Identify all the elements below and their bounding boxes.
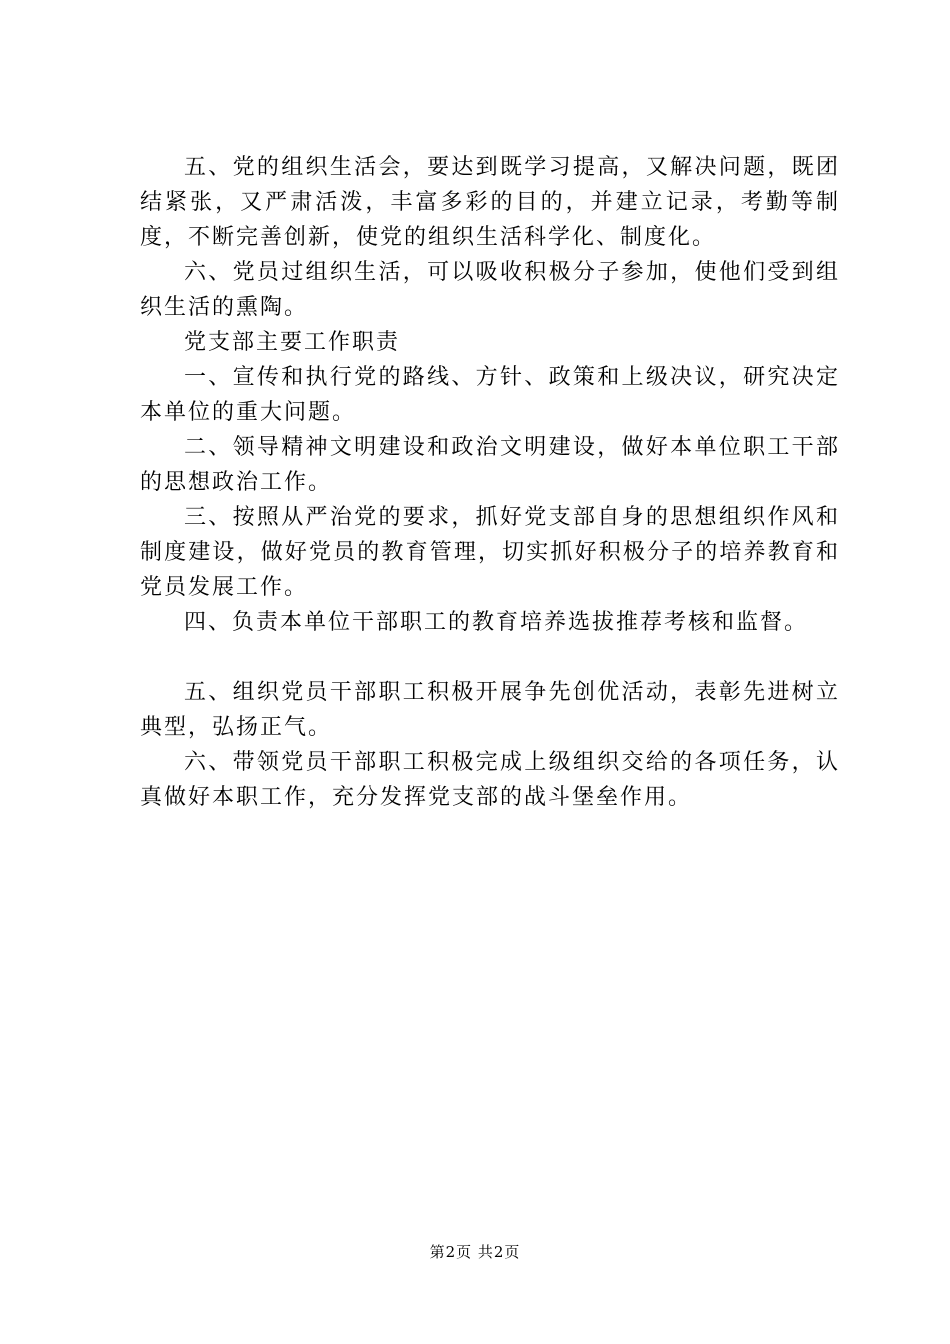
section-heading-branch-duties: 党支部主要工作职责 [184, 330, 401, 355]
paragraph-duty-two: 二、领导精神文明建设和政治文明建设，做好本单位职工干部的思想政治工作。 [140, 435, 840, 495]
document-body [140, 150, 840, 815]
paragraph-duty-four: 四、负责本单位干部职工的教育培养选拔推荐考核和监督。 [184, 610, 809, 635]
paragraph-activists-participation: 六、党员过组织生活，可以吸收积极分子参加，使他们受到组织生活的熏陶。 [140, 260, 840, 320]
paragraph-duty-five: 五、组织党员干部职工积极开展争先创优活动，表彰先进树立典型，弘扬正气。 [140, 680, 840, 740]
paragraph-organization-meeting: 五、党的组织生活会，要达到既学习提高，又解决问题，既团结紧张，又严肃活泼，丰富多彩的目的，并建立记录，考勤等制度，不断完善创新，使党的组织生活科学化、制度化。 [140, 155, 840, 250]
page-number-footer: 第2页 共2页 [429, 1243, 521, 1261]
paragraph-duty-one: 一、宣传和执行党的路线、方针、政策和上级决议，研究决定本单位的重大问题。 [140, 365, 840, 425]
paragraph-duty-six: 六、带领党员干部职工积极完成上级组织交给的各项任务，认真做好本职工作，充分发挥党支部的战斗堡垒作用。 [140, 750, 840, 810]
paragraph-duty-three: 三、按照从严治党的要求，抓好党支部自身的思想组织作风和制度建设，做好党员的教育管理，切实抓好积极分子的培养教育和党员发展工作。 [140, 505, 840, 600]
